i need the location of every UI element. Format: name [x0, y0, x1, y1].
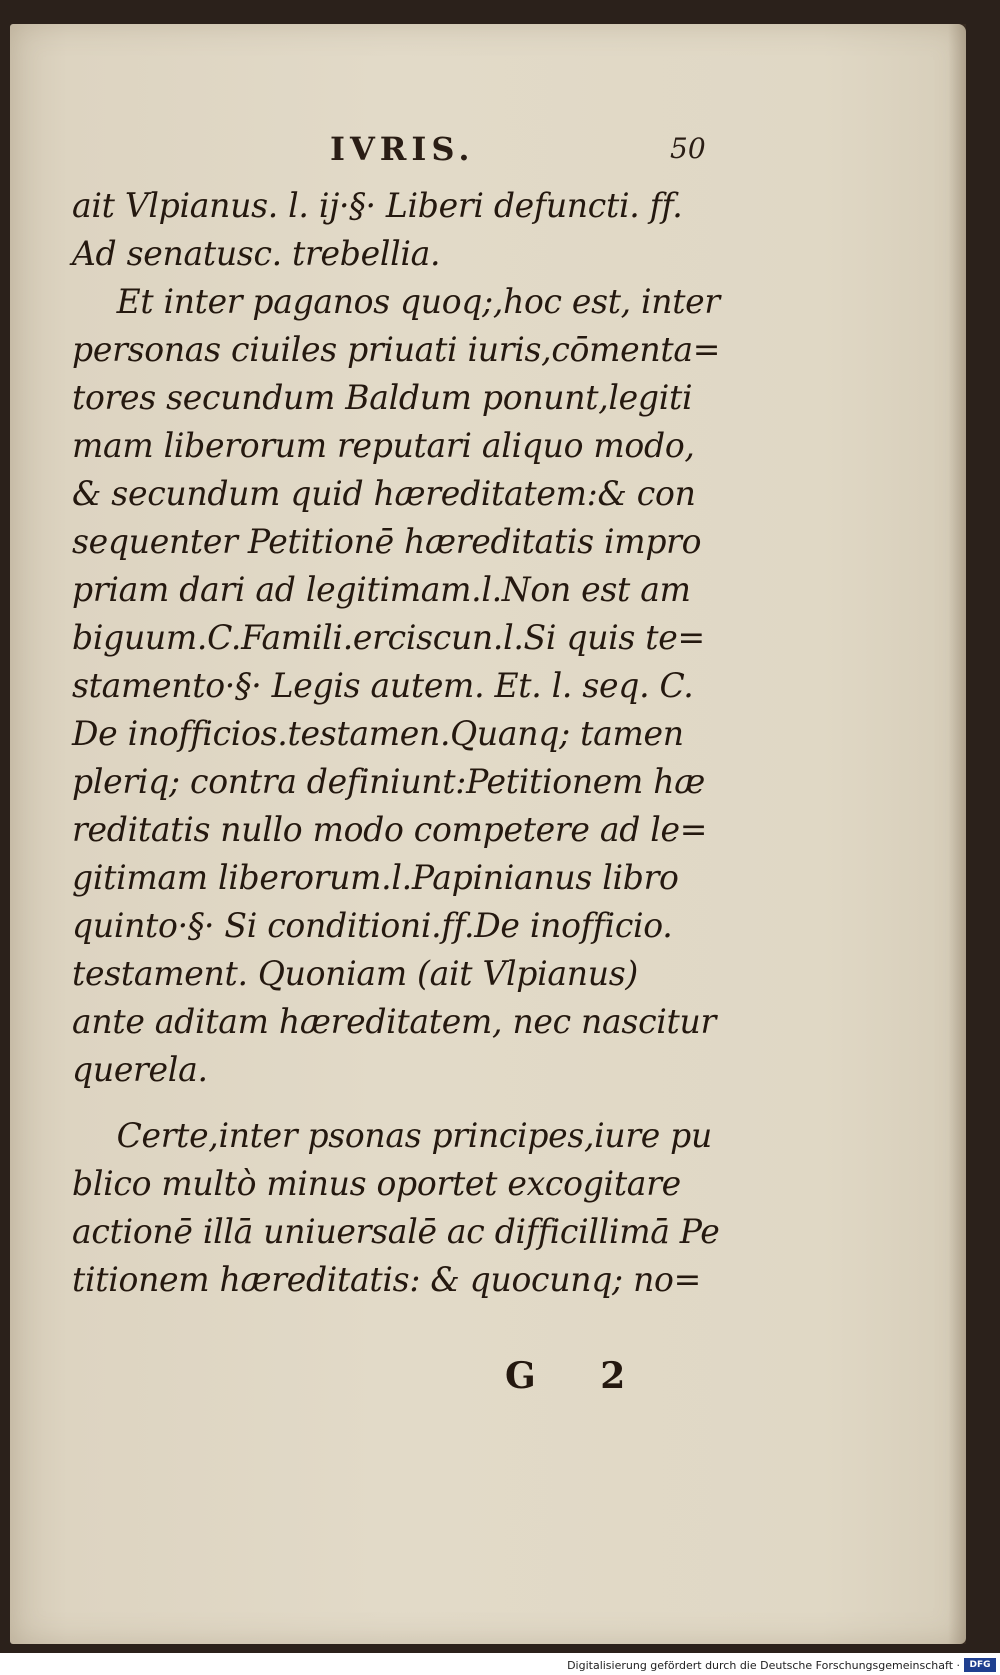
- text-line: stamento·§· Legis autem. Et. l. seq. C.: [72, 666, 694, 706]
- text-line: ait Vlpianus. l. ij·§· Liberi defuncti. ff.: [72, 186, 683, 226]
- text-line: Ad senatusc. trebellia.: [72, 234, 441, 274]
- text-line: priam dari ad legitimam.l.Non est am: [72, 570, 691, 610]
- footer-bar: [0, 1653, 1000, 1675]
- text-line: Et inter paganos quoq;,hoc est, inter: [116, 282, 720, 322]
- text-line: Certe,inter psonas principes,iure pu: [116, 1116, 712, 1156]
- text-line: De inofficios.testamen.Quanq; tamen: [72, 714, 684, 754]
- text-line: biguum.C.Famili.erciscun.l.Si quis te=: [72, 618, 705, 658]
- text-line: mam liberorum reputari aliquo modo,: [72, 426, 695, 466]
- text-line: pleriq; contra definiunt:Petitionem hæ: [72, 762, 705, 802]
- text-line: titionem hæreditatis: & quocunq; no=: [72, 1260, 702, 1300]
- text-line: gitimam liberorum.l.Papinianus libro: [72, 858, 679, 898]
- running-head: IVRIS.: [330, 130, 475, 168]
- book-page: [10, 24, 966, 1644]
- signature-mark: G 2: [505, 1355, 652, 1397]
- text-line: ante aditam hæreditatem, nec nascitur: [72, 1002, 716, 1042]
- text-line: tores secundum Baldum ponunt,legiti: [72, 378, 693, 418]
- text-line: querela.: [72, 1050, 208, 1090]
- text-line: sequenter Petitionē hæreditatis impro: [72, 522, 702, 562]
- page-header: [10, 130, 770, 170]
- text-line: personas ciuiles priuati iuris,cōmenta=: [72, 330, 721, 370]
- page-number: 50: [670, 132, 706, 165]
- body-text: [72, 182, 772, 1304]
- text-line: quinto·§· Si conditioni.ff.De inofficio.: [72, 906, 673, 946]
- text-line: & secundum quid hæreditatem:& con: [72, 474, 696, 514]
- text-line: blico multò minus oportet excogitare: [72, 1164, 681, 1204]
- text-line: reditatis nullo modo competere ad le=: [72, 810, 708, 850]
- text-line: actionē illā uniuersalē ac difficillimā Pe: [72, 1212, 720, 1252]
- funding-credit: Digitalisierung gefördert durch die Deutsche Forschungsgemeinschaft ·: [567, 1659, 960, 1672]
- text-line: testament. Quoniam (ait Vlpianus): [72, 954, 638, 994]
- dfg-logo: DFG: [964, 1658, 996, 1672]
